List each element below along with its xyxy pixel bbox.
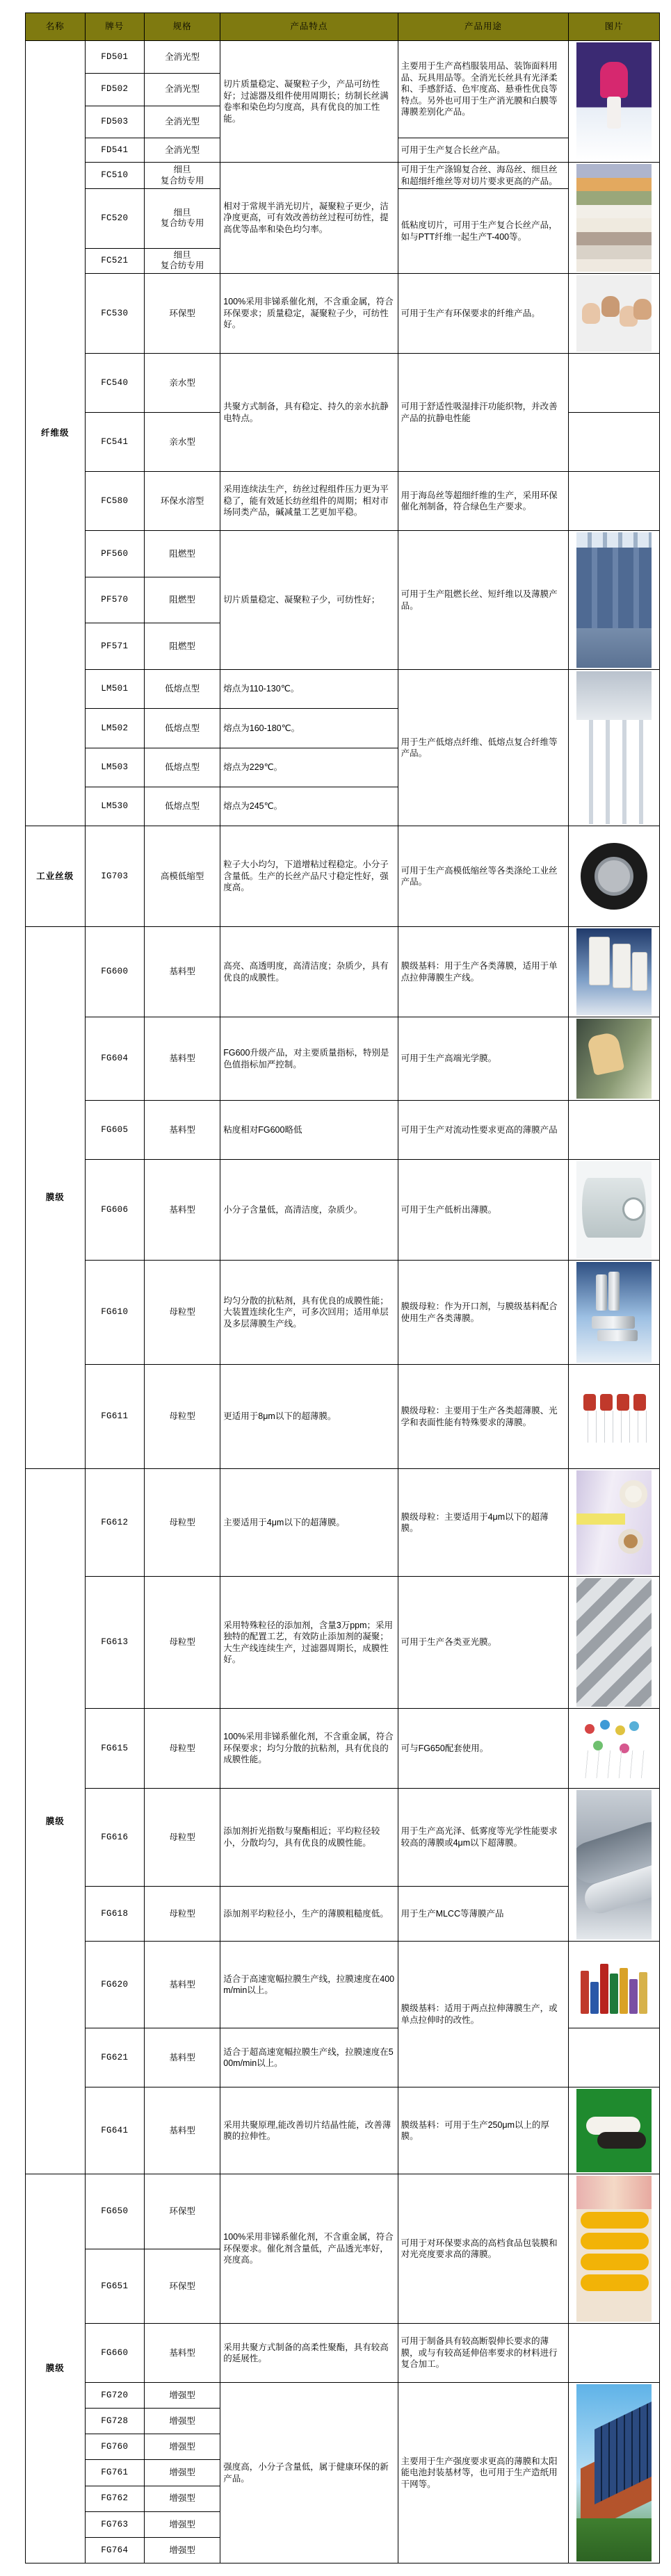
brand-cell: FG660	[85, 2324, 145, 2383]
brand-cell: FD541	[85, 138, 145, 163]
brand-cell: FG610	[85, 1261, 145, 1365]
brand-cell: FG621	[85, 2028, 145, 2087]
spec-line-2: 复合纺专用	[160, 261, 204, 271]
use-cell: 可与FG650配套使用。	[398, 1709, 569, 1789]
image-metallic-color-rolls	[576, 1943, 652, 2026]
image-tire	[576, 828, 652, 925]
spec-cell: 低熔点型	[145, 709, 220, 748]
product-specification-table	[25, 13, 660, 2563]
spec-cell: 全消光型	[145, 138, 220, 163]
spec-cell: 全消光型	[145, 106, 220, 138]
spec-cell: 阻燃型	[145, 623, 220, 670]
picture-cell-big-roll	[569, 1160, 660, 1261]
use-cell: 可用于舒适性吸湿排汗功能织物，并改善产品的抗静电性能	[398, 354, 569, 472]
table-row	[26, 927, 660, 1017]
brand-cell: FD503	[85, 106, 145, 138]
feature-cell: 更适用于8μm以下的超薄膜。	[220, 1365, 398, 1469]
spec-line-1: 细旦	[173, 249, 191, 260]
image-airplane-seats	[576, 532, 652, 668]
spec-cell: 基料型	[145, 2087, 220, 2174]
use-cell: 可用于对环保要求高的高档食品包装膜和对光亮度要求高的薄膜。	[398, 2174, 569, 2324]
table-row	[26, 826, 660, 927]
picture-cell-airplane-seats	[569, 531, 660, 670]
use-cell: 可用于生产高模低缩丝等各类涤纶工业丝产品。	[398, 826, 569, 927]
image-babies	[576, 275, 652, 352]
image-yarn-spools	[576, 671, 652, 824]
spec-cell: 低熔点型	[145, 670, 220, 709]
brand-cell: FC580	[85, 472, 145, 531]
brand-cell: FG604	[85, 1017, 145, 1101]
header-name: 名称	[26, 13, 86, 41]
category-cell-film-1: 膜级	[26, 927, 86, 1469]
brand-cell: FG728	[85, 2409, 145, 2434]
spec-cell: 增强型	[145, 2511, 220, 2537]
spec-cell: 母粒型	[145, 1886, 220, 1942]
feature-cell: 适合于超高速宽幅拉膜生产线，拉膜速度在500m/min以上。	[220, 2028, 398, 2087]
image-film-rolls	[576, 928, 652, 1015]
image-gloved-hand	[576, 1019, 652, 1099]
image-rolls-on-green	[576, 2089, 652, 2172]
brand-cell: FG641	[85, 2087, 145, 2174]
picture-cell-empty	[569, 354, 660, 413]
header-brand: 牌号	[85, 13, 145, 41]
table-row	[26, 274, 660, 354]
use-cell: 用于海岛丝等超细纤维的生产，采用环保催化剂制备，符合绿色生产要求。	[398, 472, 569, 531]
header-spec: 规格	[145, 13, 220, 41]
picture-cell-metal-pipes	[569, 1261, 660, 1365]
category-cell-film-3: 膜级	[26, 2174, 86, 2563]
image-packaged-sausages	[576, 2176, 652, 2322]
use-cell: 可用于生产各类亚光膜。	[398, 1577, 569, 1709]
image-metal-pipes	[576, 1262, 652, 1363]
table-row	[26, 1017, 660, 1101]
picture-cell-yarn-spools	[569, 670, 660, 826]
picture-cell-towels	[569, 163, 660, 274]
feature-cell: 主要适用于4μm以下的超薄膜。	[220, 1469, 398, 1577]
feature-cell: 熔点为110-130℃。	[220, 670, 398, 709]
spec-cell: 增强型	[145, 2460, 220, 2486]
spec-cell: 亲水型	[145, 354, 220, 413]
brand-cell: LM501	[85, 670, 145, 709]
table-row	[26, 1789, 660, 1887]
picture-cell-silver-roll	[569, 1577, 660, 1709]
image-lollipops	[576, 1710, 652, 1787]
brand-cell: LM530	[85, 787, 145, 826]
brand-cell: FG616	[85, 1789, 145, 1887]
table-row	[26, 2324, 660, 2383]
spec-cell: 环保水溶型	[145, 472, 220, 531]
use-cell: 用于生产低熔点纤维、低熔点复合纤维等产品。	[398, 670, 569, 826]
brand-cell: FD501	[85, 41, 145, 74]
table-row	[26, 1886, 660, 1942]
header-features: 产品特点	[220, 13, 398, 41]
spec-cell: 基料型	[145, 1101, 220, 1160]
spec-cell: 亲水型	[145, 413, 220, 472]
brand-cell: FG761	[85, 2460, 145, 2486]
table-header-row	[26, 13, 660, 41]
use-cell: 可用于生产复合长丝产品。	[398, 138, 569, 163]
image-placeholder	[576, 1102, 652, 1158]
header-uses: 产品用途	[398, 13, 569, 41]
brand-cell: FG763	[85, 2511, 145, 2537]
spec-cell: 低熔点型	[145, 787, 220, 826]
spec-line-1: 细旦	[173, 207, 191, 218]
use-cell: 主要用于生产高档服装用品、装饰面料用品、玩具用品等。全消光长丝具有光泽柔和、手感舒适、色牢度高、悬垂性优良等特点。另外也可用于生产消光膜和白膜等薄膜差别化产品。	[398, 41, 569, 138]
table-row	[26, 472, 660, 531]
spec-cell: 增强型	[145, 2537, 220, 2563]
table-row	[26, 1577, 660, 1709]
use-cell: 主要用于生产强度要求更高的薄膜和太阳能电池封装基材等，也可用于生产造纸用干网等。	[398, 2383, 569, 2563]
spec-cell: 母粒型	[145, 1469, 220, 1577]
table-row	[26, 2174, 660, 2249]
header-picture: 图片	[569, 13, 660, 41]
spec-cell: 环保型	[145, 2249, 220, 2324]
brand-cell: LM503	[85, 748, 145, 787]
brand-cell: PF570	[85, 577, 145, 623]
image-color-film-rolls	[576, 1470, 652, 1575]
brand-cell: FC520	[85, 189, 145, 249]
spec-cell: 母粒型	[145, 1365, 220, 1469]
use-cell: 膜级母粒：主要适用于4μm以下的超薄膜。	[398, 1469, 569, 1577]
spec-cell: 阻燃型	[145, 531, 220, 577]
feature-cell: 100%采用非锑系催化剂，不含重金属，符合环保要求。催化剂含量低，产品透光率好，亮度高。	[220, 2174, 398, 2324]
use-cell: 膜级母粒：作为开口剂，与膜级基料配合使用生产各类薄膜。	[398, 1261, 569, 1365]
feature-cell: 共聚方式制备，具有稳定、持久的亲水抗静电特点。	[220, 354, 398, 472]
feature-cell: 添加剂平均粒径小，生产的薄膜粗糙度低。	[220, 1886, 398, 1942]
spec-cell: 增强型	[145, 2486, 220, 2511]
picture-cell-sausages	[569, 2174, 660, 2324]
picture-cell-metallic-rolls	[569, 1942, 660, 2028]
brand-cell: FG612	[85, 1469, 145, 1577]
table-row	[26, 670, 660, 709]
table-row	[26, 41, 660, 74]
use-cell: 可用于生产对流动性要求更高的薄膜产品	[398, 1101, 569, 1160]
brand-cell: FG611	[85, 1365, 145, 1469]
image-capacitors	[576, 1366, 652, 1467]
table-row	[26, 2087, 660, 2174]
brand-cell: FG600	[85, 927, 145, 1017]
picture-cell-babies	[569, 274, 660, 354]
feature-cell: 均匀分散的抗粘剂，具有优良的成膜性能；大装置连续化生产，可多次回用；适用单层及多层薄膜生产线。	[220, 1261, 398, 1365]
feature-cell: 添加剂折光指数与聚酯相近；平均粒径较小，分散均匀，具有优良的成膜性能。	[220, 1789, 398, 1887]
spec-cell: 母粒型	[145, 1577, 220, 1709]
category-cell-film-2: 膜级	[26, 1469, 86, 2174]
spec-line-1: 细旦	[173, 164, 191, 174]
spec-cell	[145, 248, 220, 273]
brand-cell: FG620	[85, 1942, 145, 2028]
brand-cell: FG618	[85, 1886, 145, 1942]
use-cell: 可用于生产低析出薄膜。	[398, 1160, 569, 1261]
spec-cell	[145, 163, 220, 189]
feature-cell: 切片质量稳定、凝聚粒子少，可纺性好；	[220, 531, 398, 670]
spec-cell: 环保型	[145, 274, 220, 354]
picture-cell-capacitors	[569, 1365, 660, 1469]
picture-cell-gray-roll	[569, 1789, 660, 1942]
table-row	[26, 1160, 660, 1261]
use-cell: 低粘度切片，可用于生产复合长丝产品，如与PTT纤维一起生产T-400等。	[398, 189, 569, 274]
feature-cell: 小分子含量低，高清洁度，杂质少。	[220, 1160, 398, 1261]
use-cell: 可用于生产阻燃长丝、短纤维以及薄膜产品。	[398, 531, 569, 670]
spec-line-2: 复合纺专用	[160, 175, 204, 186]
brand-cell: PF560	[85, 531, 145, 577]
use-cell: 膜级母粒：主要用于生产各类超薄膜、光学和表面性能有特殊要求的薄膜。	[398, 1365, 569, 1469]
picture-cell-gloved-hand	[569, 1017, 660, 1101]
spec-cell: 母粒型	[145, 1261, 220, 1365]
image-folded-towels	[576, 164, 652, 272]
feature-cell: 粘度相对FG600略低	[220, 1101, 398, 1160]
brand-cell: FG764	[85, 2537, 145, 2563]
brand-cell: FG651	[85, 2249, 145, 2324]
spec-cell	[145, 189, 220, 249]
spec-cell: 高模低缩型	[145, 826, 220, 927]
brand-cell: FG762	[85, 2486, 145, 2511]
table-row	[26, 1101, 660, 1160]
spec-cell: 基料型	[145, 1017, 220, 1101]
feature-cell: FG600升级产品，对主要质量指标，特别是色值指标加严控制。	[220, 1017, 398, 1101]
use-cell: 可用于生产高端光学膜。	[398, 1017, 569, 1101]
use-cell: 用于生产高光泽、低雾度等光学性能要求较高的薄膜或4μm以下超薄膜。	[398, 1789, 569, 1887]
feature-cell: 采用连续法生产，纺丝过程组件压力更为平稳了，能有效延长纺丝组件的周期；相对市场同类产品，碱减量工艺更加平稳。	[220, 472, 398, 531]
image-placeholder	[576, 355, 652, 411]
spec-cell: 增强型	[145, 2434, 220, 2460]
feature-cell: 适合于高速宽幅拉膜生产线，拉膜速度在400m/min以上。	[220, 1942, 398, 2028]
picture-cell-color-film-rolls	[569, 1469, 660, 1577]
use-cell: 可用于制备具有较高断裂伸长要求的薄膜，或与有较高延伸倍率要求的材料进行复合加工。	[398, 2324, 569, 2383]
table-row	[26, 2383, 660, 2409]
use-cell: 用于生产MLCC等薄膜产品	[398, 1886, 569, 1942]
feature-cell: 100%采用非锑系催化剂，不含重金属，符合环保要求；均匀分散的抗粘剂，具有优良的成膜性能。	[220, 1709, 398, 1789]
picture-cell-lollipops	[569, 1709, 660, 1789]
brand-cell: FC540	[85, 354, 145, 413]
brand-cell: FG760	[85, 2434, 145, 2460]
use-cell: 可用于生产有环保要求的纤维产品。	[398, 274, 569, 354]
brand-cell: FG606	[85, 1160, 145, 1261]
feature-cell: 熔点为229℃。	[220, 748, 398, 787]
use-cell: 可用于生产涤锦复合丝、海岛丝、细旦丝和超细纤维丝等对切片要求更高的产品。	[398, 163, 569, 189]
picture-cell-solar-roof	[569, 2383, 660, 2563]
image-solar-panel-roof	[576, 2384, 652, 2561]
brand-cell: PF571	[85, 623, 145, 670]
spec-cell: 基料型	[145, 2324, 220, 2383]
feature-cell: 熔点为245℃。	[220, 787, 398, 826]
spec-cell: 基料型	[145, 2028, 220, 2087]
image-placeholder	[576, 414, 652, 470]
brand-cell: FG720	[85, 2383, 145, 2409]
table-row	[26, 163, 660, 189]
table-row	[26, 1469, 660, 1577]
spec-cell: 全消光型	[145, 73, 220, 106]
image-placeholder	[576, 2325, 652, 2381]
spec-cell: 基料型	[145, 1160, 220, 1261]
image-placeholder	[576, 2030, 652, 2085]
spec-cell: 母粒型	[145, 1709, 220, 1789]
picture-cell-empty	[569, 413, 660, 472]
use-cell: 膜级基料：用于生产各类薄膜，适用于单点拉伸薄膜生产线。	[398, 927, 569, 1017]
spec-cell: 母粒型	[145, 1789, 220, 1887]
category-cell-fiber: 纤维级	[26, 41, 86, 826]
feature-cell: 采用共聚方式制备的高柔性聚酯，具有较高的延展性。	[220, 2324, 398, 2383]
spec-cell: 低熔点型	[145, 748, 220, 787]
picture-cell-empty	[569, 2028, 660, 2087]
feature-cell: 高亮、高透明度，高清洁度；杂质少，具有优良的成膜性。	[220, 927, 398, 1017]
brand-cell: FG613	[85, 1577, 145, 1709]
spec-cell: 基料型	[145, 1942, 220, 2028]
feature-cell: 采用共聚原理,能改善切片结晶性能，改善薄膜的拉伸性。	[220, 2087, 398, 2174]
brand-cell: FG650	[85, 2174, 145, 2249]
image-skier	[576, 42, 652, 161]
use-cell: 膜级基料：适用于两点拉伸薄膜生产，或单点拉伸时的改性。	[398, 1942, 569, 2087]
feature-cell: 采用特殊粒径的添加剂，含量3万ppm；采用独特的配置工艺，有效防止添加剂的凝聚；大生产线连续生产，过滤器周期长，成膜性好。	[220, 1577, 398, 1709]
brand-cell: FD502	[85, 73, 145, 106]
spec-cell: 增强型	[145, 2409, 220, 2434]
picture-cell-film-rolls	[569, 927, 660, 1017]
brand-cell: FG605	[85, 1101, 145, 1160]
brand-cell: FC541	[85, 413, 145, 472]
image-gray-film-roll	[576, 1790, 652, 1939]
feature-cell: 切片质量稳定、凝聚粒子少，产品可纺性好；过滤器及组件使用周期长；纺制长丝满卷率和染色均匀度高，具有优良的加工性能。	[220, 41, 398, 163]
brand-cell: FC521	[85, 248, 145, 273]
picture-cell-green-rolls	[569, 2087, 660, 2174]
brand-cell: FC530	[85, 274, 145, 354]
feature-cell: 强度高，小分子含量低，属于健康环保的新产品。	[220, 2383, 398, 2563]
spec-cell: 基料型	[145, 927, 220, 1017]
image-placeholder	[576, 473, 652, 529]
image-big-film-roll	[576, 1161, 652, 1258]
spec-cell: 环保型	[145, 2174, 220, 2249]
table-row	[26, 1709, 660, 1789]
spec-line-2: 复合纺专用	[160, 218, 204, 229]
picture-cell-empty	[569, 472, 660, 531]
feature-cell: 相对于常规半消光切片，凝聚粒子更少，洁净度更高，可有效改善纺丝过程可纺性，提高优等品率和染色均匀率。	[220, 163, 398, 274]
picture-cell-skier	[569, 41, 660, 163]
feature-cell: 100%采用非锑系催化剂，不含重金属，符合环保要求；质量稳定，凝聚粒子少，可纺性好。	[220, 274, 398, 354]
use-cell: 膜级基料：可用于生产250μm以上的厚膜。	[398, 2087, 569, 2174]
spec-cell: 阻燃型	[145, 577, 220, 623]
table-row	[26, 1942, 660, 2028]
picture-cell-tire	[569, 826, 660, 927]
spec-cell: 增强型	[145, 2383, 220, 2409]
table-row	[26, 531, 660, 577]
picture-cell-empty	[569, 2324, 660, 2383]
feature-cell: 粒子大小均匀，下道增粘过程稳定。小分子含量低。生产的长丝产品尺寸稳定性好，强度高。	[220, 826, 398, 927]
brand-cell: FG615	[85, 1709, 145, 1789]
brand-cell: FC510	[85, 163, 145, 189]
feature-cell: 熔点为160-180℃。	[220, 709, 398, 748]
table-row	[26, 354, 660, 413]
brand-cell: LM502	[85, 709, 145, 748]
spec-cell: 全消光型	[145, 41, 220, 74]
brand-cell: IG703	[85, 826, 145, 927]
category-cell-industrial: 工业丝级	[26, 826, 86, 927]
picture-cell-empty	[569, 1101, 660, 1160]
table-row	[26, 1365, 660, 1469]
image-silver-film-roll	[576, 1578, 652, 1707]
table-row	[26, 1261, 660, 1365]
